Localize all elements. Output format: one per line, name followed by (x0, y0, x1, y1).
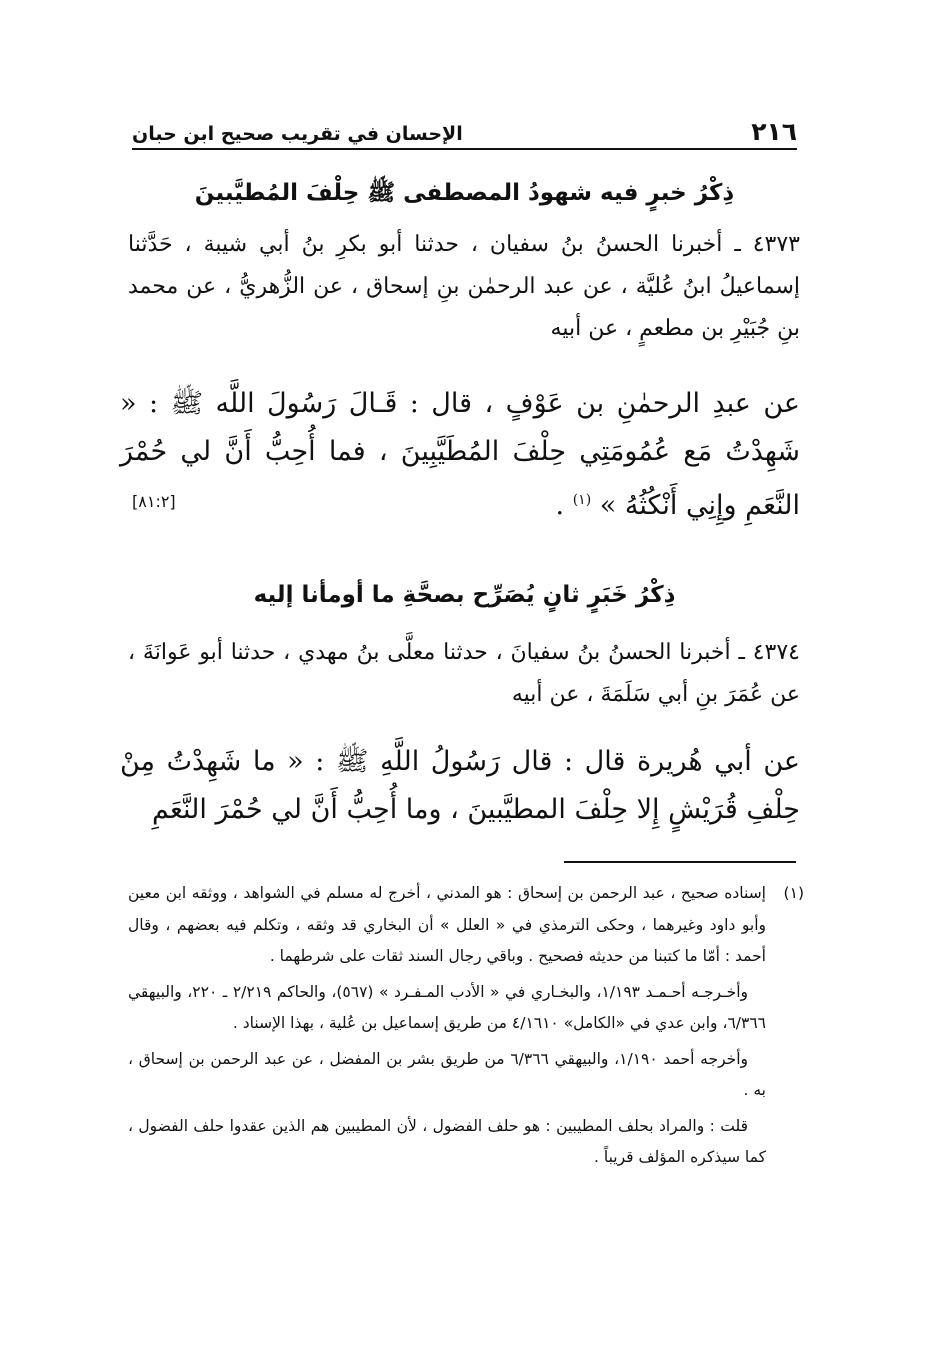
footnote-number: (١) (783, 884, 804, 902)
section-heading-2: ذِكْرُ خَبَرٍ ثانٍ يُصَرِّح بصحَّةِ ما أومأنا إليه (253, 582, 676, 608)
footnotes (128, 878, 804, 1178)
footnote-paragraph: وأخرجه أحمد ١/١٩٠، والبيهقي ٦/٣٦٦ من طريق بشر بن المفضل ، عن عبد الرحمن بن إسحاق ، به . (128, 1049, 766, 1099)
footnote-1 (128, 878, 804, 973)
footnote-marker: (١) (572, 492, 592, 508)
hadith-matn-4373: عن عبدِ الرحمٰنِ بن عَوْفٍ ، قال : قَـالَ رَسُولَ اللَّه ﷺ : « شَهِدْتُ مَع عُمُومَتِي حِلْفَ المُطَيَّبِينَ ، فما أُحِبُّ أَنَّ لي حُمْرَ النَّعَمِ وإِنِي أَنْكُثُهُ » $^{(١)}$ . (120, 388, 800, 521)
footnote-text: إسناده صحيح ، عبد الرحمن بن إسحاق : هو المدني ، أخرج له مسلم في الشواهد ، ووثقه ابن معين وأبو داود وغيرهما ، وحكى الترمذي في « العلل » أن البخاري قد وثقه ، وتكلم فيه بعضهم ، وقال أحمد : أمّا ما كتبنا من حديثه فصحيح . وباقي رجال السند ثقات على شرطهما . (128, 884, 766, 965)
hadith-reference: [٨١:٢] (132, 492, 176, 511)
section-heading-1: ذِكْرُ خبرٍ فيه شهودُ المصطفى ﷺ حِلْفَ المُطيَّبينَ (194, 180, 735, 206)
hadith-isnad-4374: ٤٣٧٤ ـ أخبرنا الحسنُ بنُ سفيانَ ، حدثنا معلَّى بنُ مهدي ، حدثنا أبو عَوانَةَ ، عن عُمَرَ بنِ أبي سَلَمَةَ ، عن أبيه (128, 640, 800, 707)
page-header (132, 110, 797, 150)
footnote-paragraph: قلت : والمراد بحلف المطيبين : هو حلف الفضول ، لأن المطيبين هم الذين عقدوا حلف الفضول ، كما سيذكره المؤلف قريباً . (128, 1116, 766, 1166)
hadith-text-4373: عن عبدِ الرحمٰنِ بن عَوْفٍ ، قال : قَـالَ رَسُولَ اللَّه ﷺ : « شَهِدْتُ مَع عُمُومَتِي حِلْفَ المُطَيَّبِينَ ، فما أُحِبُّ أَنَّ لي حُمْرَ النَّعَمِ وإِنِي أَنْكُثُهُ » (120, 388, 800, 521)
hadith-isnad-4373: ٤٣٧٣ ـ أخبرنا الحسنُ بنُ سفيان ، حدثنا أبو بكرِ بنُ أبي شيبة ، حَدَّثنا إسماعيلُ ابنُ عُليَّة ، عن عبد الرحمٰن بنِ إسحاق ، عن الزُّهريُّ ، عن محمد بنِ جُبَيْرِ بن مطعمٍ ، عن أبيه (128, 232, 800, 341)
footnote-divider (564, 861, 796, 863)
hadith-matn-4374: عن أبي هُريرة قال : قال رَسُولُ اللَّهِ ﷺ : « ما شَهِدْتُ مِنْ حِلْفِ قُرَيْشٍ إِلا حِلْفَ المطيَّبينَ ، وما أُحِبُّ أَنَّ لي حُمْرَ النَّعَمِ (120, 746, 800, 825)
running-title: الإحسان في تقريب صحيح ابن حبان (132, 123, 463, 145)
page-number: ٢١٦ (751, 117, 797, 146)
footnote-paragraph: وأخـرجـه أحـمـد ١/١٩٣، والبخـاري في « الأدب المـفـرد » (٥٦٧)، والحاكم ٢/٢١٩ ـ ٢٢٠، والبيهقي ٦/٣٦٦، وابن عدي في «الكامل» ٤/١٦١٠ من طريق إسماعيل بن عُلية ، بهذا الإسناد . (128, 982, 766, 1032)
